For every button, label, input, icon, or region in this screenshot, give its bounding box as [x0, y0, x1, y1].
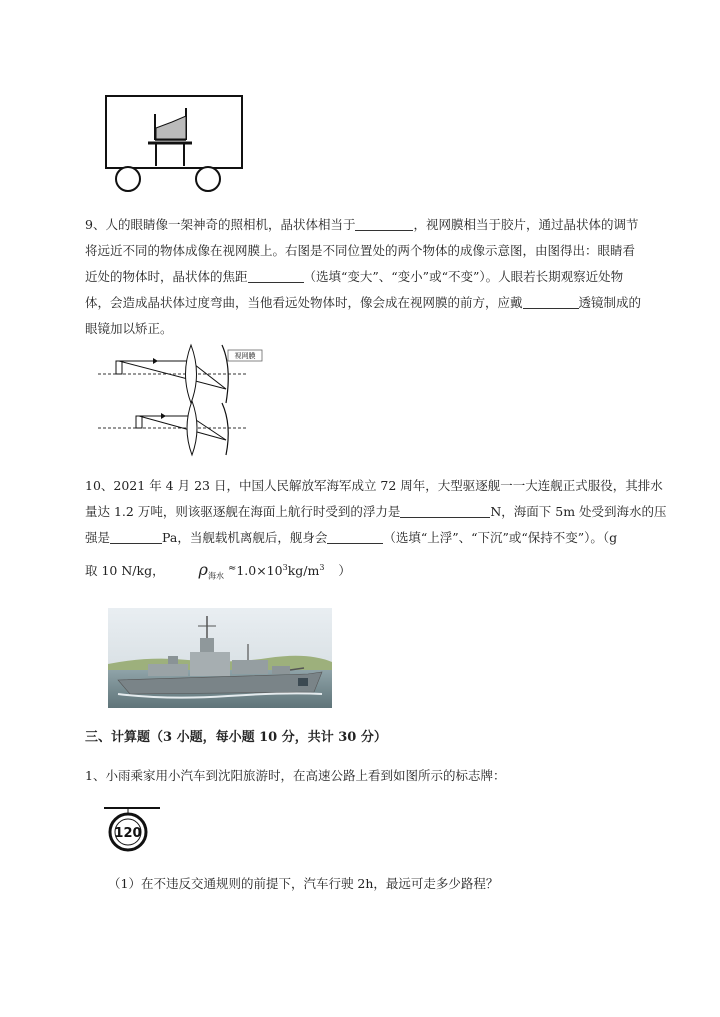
cart-wheel-right	[196, 167, 220, 191]
q10-close: ）	[338, 563, 351, 579]
q10-line3a: 强是	[85, 530, 111, 545]
q9-line4a: 体，会造成晶状体过度弯曲，当他看远处物体时，像会成在视网膜的前方，应戴	[85, 295, 523, 310]
q10-line2b: N，海面下 5m 处受到海水的压	[490, 504, 667, 519]
q9-line2: 将远近不同的物体成像在视网膜上。右图是不同位置处的两个物体的成像示意图，由图得出：眼睛看	[85, 243, 636, 258]
density-exponent: 3	[282, 563, 288, 572]
q9-line5: 眼镜加以矫正。	[85, 321, 173, 336]
answer-blank[interactable]	[327, 529, 383, 544]
cart-wheel-left	[116, 167, 140, 191]
q9-line3a: 近处的物体时，晶状体的焦距	[85, 269, 248, 284]
q10-line1: 10、2021 年 4 月 23 日，中国人民解放军海军成立 72 周年，大型驱逐舰一一大连舰正式服役，其排水	[85, 478, 663, 493]
rho-subscript: 海水	[207, 571, 224, 581]
q10-line3b: Pa，当舰载机离舰后，舰身会	[162, 530, 328, 545]
rho-symbol: ρ	[198, 560, 208, 580]
calc-question-1	[85, 763, 675, 789]
speed-limit-sign	[104, 806, 164, 858]
q9-line4b: 透镜制成的	[578, 295, 642, 310]
answer-blank[interactable]	[110, 529, 162, 544]
cart-diagram	[100, 90, 250, 195]
question-10	[85, 473, 675, 590]
q9-line1b: ，视网膜相当于胶片，通过晶状体的调节	[413, 217, 639, 232]
q10-line2a: 量达 1.2 万吨，则该驱逐舰在海面上航行时受到的浮力是	[85, 504, 401, 519]
q9-line3b: （选填“变大”、“变小”或“不变”）。人眼若长期观察近处物	[303, 269, 624, 284]
answer-blank[interactable]	[355, 216, 413, 231]
q10-line4a: 取 10 N/kg，	[85, 563, 165, 579]
question-9	[85, 212, 675, 342]
answer-blank[interactable]	[523, 294, 579, 309]
eye-lens-diagram	[98, 345, 268, 457]
q9-line1a: 9、人的眼睛像一架神奇的照相机，晶状体相当于	[85, 217, 356, 232]
c1-line1: 1、小雨乘家用小汽车到沈阳旅游时，在高速公路上看到如图所示的标志牌：	[85, 768, 506, 783]
warship-photo	[108, 608, 332, 708]
answer-blank[interactable]	[248, 268, 304, 283]
unit-exponent: 3	[319, 563, 325, 572]
answer-blank[interactable]	[400, 503, 490, 518]
density-unit: kg/m	[287, 563, 320, 579]
speed-limit-value: 120	[114, 826, 142, 841]
section-3-heading: 三、计算题（3 小题，每小题 10 分，共计 30 分）	[85, 730, 387, 745]
calc-question-1-part-1	[108, 871, 698, 897]
approx-sign: ≈	[227, 563, 237, 575]
retina-label: 视网膜	[234, 352, 256, 360]
q10-line3c: （选填“上浮”、“下沉”或“保持不变”）。（g	[383, 530, 618, 545]
c1-sub1: （1）在不违反交通规则的前提下，汽车行驶 2h，最远可走多少路程？	[108, 876, 499, 891]
density-value: 1.0×10	[236, 563, 283, 579]
